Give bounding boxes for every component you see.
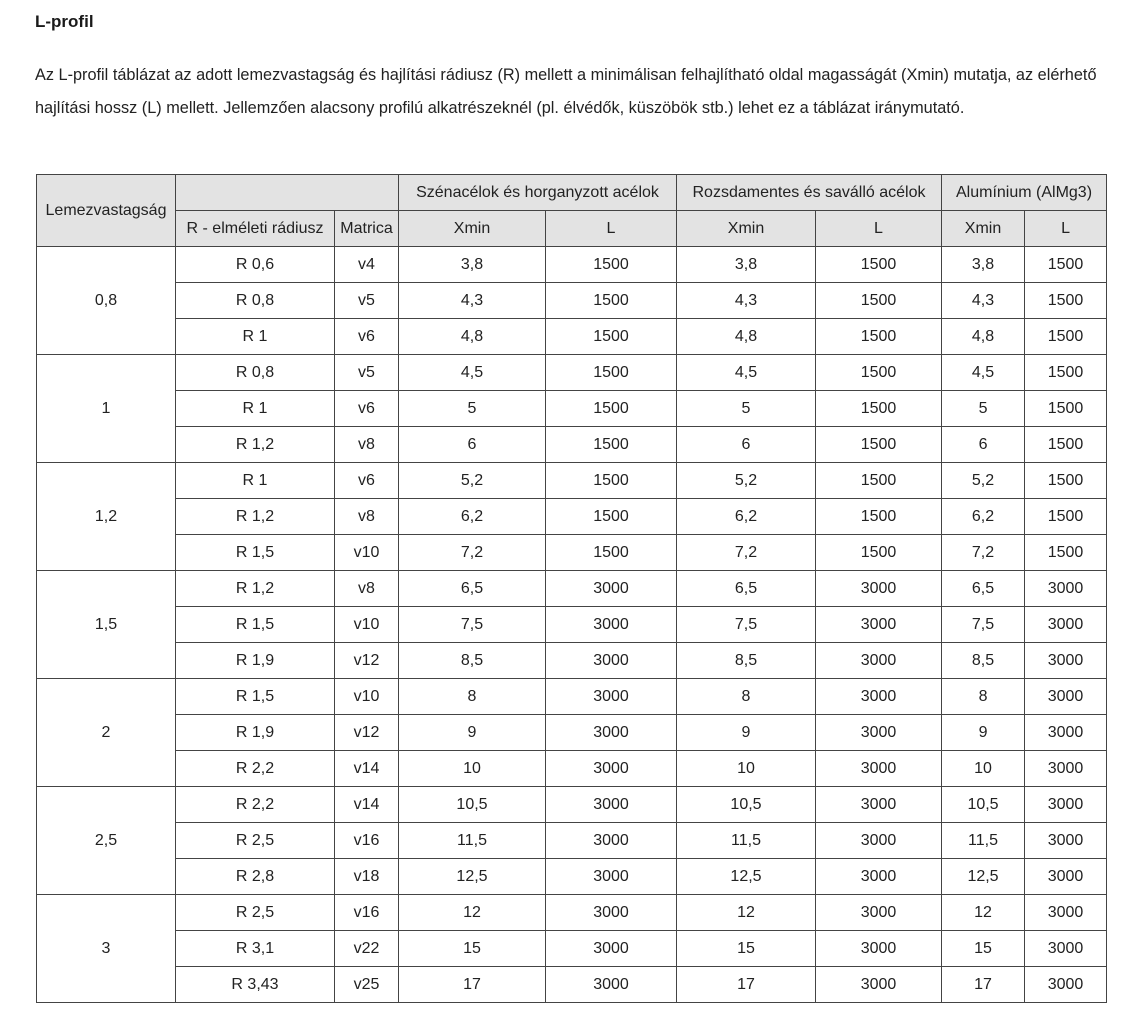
- stainless-xmin-cell: 12,5: [677, 859, 816, 895]
- carbon-xmin-cell: 15: [399, 931, 546, 967]
- aluminium-xmin-cell: 8: [942, 679, 1025, 715]
- radius-cell: R 1,5: [176, 607, 335, 643]
- aluminium-l-cell: 3000: [1025, 823, 1107, 859]
- aluminium-xmin-cell: 9: [942, 715, 1025, 751]
- carbon-xmin-cell: 10,5: [399, 787, 546, 823]
- die-cell: v8: [335, 427, 399, 463]
- header-thickness: Lemezvastagság: [37, 175, 176, 247]
- aluminium-xmin-cell: 12: [942, 895, 1025, 931]
- stainless-l-cell: 3000: [816, 967, 942, 1003]
- radius-cell: R 1,9: [176, 715, 335, 751]
- aluminium-l-cell: 3000: [1025, 895, 1107, 931]
- carbon-l-cell: 3000: [546, 571, 677, 607]
- radius-cell: R 2,2: [176, 787, 335, 823]
- carbon-xmin-cell: 7,2: [399, 535, 546, 571]
- table-header: [37, 175, 1107, 247]
- aluminium-xmin-cell: 6,2: [942, 499, 1025, 535]
- stainless-xmin-cell: 7,2: [677, 535, 816, 571]
- carbon-xmin-cell: 6: [399, 427, 546, 463]
- radius-cell: R 2,2: [176, 751, 335, 787]
- aluminium-l-cell: 3000: [1025, 715, 1107, 751]
- carbon-l-cell: 1500: [546, 427, 677, 463]
- radius-cell: R 1,5: [176, 535, 335, 571]
- header-blank-group: [176, 175, 399, 211]
- die-cell: v4: [335, 247, 399, 283]
- aluminium-xmin-cell: 3,8: [942, 247, 1025, 283]
- die-cell: v10: [335, 535, 399, 571]
- stainless-l-cell: 3000: [816, 751, 942, 787]
- stainless-l-cell: 3000: [816, 859, 942, 895]
- carbon-l-cell: 1500: [546, 535, 677, 571]
- stainless-l-cell: 3000: [816, 895, 942, 931]
- table-row: [37, 823, 1107, 859]
- carbon-xmin-cell: 4,8: [399, 319, 546, 355]
- stainless-l-cell: 3000: [816, 931, 942, 967]
- table-row: [37, 463, 1107, 499]
- radius-cell: R 3,43: [176, 967, 335, 1003]
- carbon-xmin-cell: 11,5: [399, 823, 546, 859]
- thickness-cell: 2,5: [37, 787, 176, 895]
- header-row-groups: [37, 175, 1107, 211]
- carbon-xmin-cell: 4,3: [399, 283, 546, 319]
- stainless-l-cell: 1500: [816, 283, 942, 319]
- aluminium-l-cell: 1500: [1025, 463, 1107, 499]
- aluminium-l-cell: 1500: [1025, 355, 1107, 391]
- stainless-l-cell: 3000: [816, 643, 942, 679]
- stainless-xmin-cell: 6: [677, 427, 816, 463]
- carbon-l-cell: 3000: [546, 715, 677, 751]
- table-row: [37, 967, 1107, 1003]
- header-aluminium: Alumínium (AlMg3): [942, 175, 1107, 211]
- stainless-l-cell: 1500: [816, 355, 942, 391]
- die-cell: v6: [335, 463, 399, 499]
- radius-cell: R 1,2: [176, 571, 335, 607]
- table-row: [37, 715, 1107, 751]
- die-cell: v16: [335, 895, 399, 931]
- carbon-xmin-cell: 9: [399, 715, 546, 751]
- aluminium-l-cell: 3000: [1025, 607, 1107, 643]
- table-row: [37, 355, 1107, 391]
- stainless-xmin-cell: 5: [677, 391, 816, 427]
- intro-paragraph: Az L-profil táblázat az adott lemezvastagság és hajlítási rádiusz (R) mellett a minimálisan felhajlítható oldal magasságát (Xmin) mutatja, az elérhető hajlítási hossz (L) mellett. Jellemzően alacsony profilú alkatrészeknél (pl. élvédők, küszöbök stb.) lehet ez a táblázat iránymutató.: [35, 66, 1097, 117]
- table-row: [37, 499, 1107, 535]
- carbon-xmin-cell: 7,5: [399, 607, 546, 643]
- table-row: [37, 787, 1107, 823]
- stainless-xmin-cell: 7,5: [677, 607, 816, 643]
- carbon-l-cell: 3000: [546, 751, 677, 787]
- aluminium-l-cell: 3000: [1025, 967, 1107, 1003]
- header-aluminium-l: L: [1025, 211, 1107, 247]
- table-row: [37, 535, 1107, 571]
- die-cell: v8: [335, 571, 399, 607]
- carbon-l-cell: 1500: [546, 283, 677, 319]
- carbon-xmin-cell: 8: [399, 679, 546, 715]
- table-row: [37, 679, 1107, 715]
- aluminium-xmin-cell: 8,5: [942, 643, 1025, 679]
- aluminium-xmin-cell: 5,2: [942, 463, 1025, 499]
- aluminium-l-cell: 3000: [1025, 751, 1107, 787]
- die-cell: v8: [335, 499, 399, 535]
- carbon-l-cell: 1500: [546, 319, 677, 355]
- table-row: [37, 643, 1107, 679]
- aluminium-xmin-cell: 12,5: [942, 859, 1025, 895]
- aluminium-xmin-cell: 4,3: [942, 283, 1025, 319]
- stainless-xmin-cell: 5,2: [677, 463, 816, 499]
- die-cell: v5: [335, 355, 399, 391]
- carbon-l-cell: 3000: [546, 895, 677, 931]
- stainless-xmin-cell: 4,5: [677, 355, 816, 391]
- stainless-xmin-cell: 10,5: [677, 787, 816, 823]
- die-cell: v16: [335, 823, 399, 859]
- header-stainless-l: L: [816, 211, 942, 247]
- radius-cell: R 2,5: [176, 895, 335, 931]
- carbon-xmin-cell: 6,2: [399, 499, 546, 535]
- carbon-l-cell: 3000: [546, 787, 677, 823]
- stainless-xmin-cell: 4,8: [677, 319, 816, 355]
- die-cell: v5: [335, 283, 399, 319]
- table-row: [37, 607, 1107, 643]
- header-row-columns: [37, 211, 1107, 247]
- carbon-l-cell: 1500: [546, 499, 677, 535]
- header-carbon-xmin: Xmin: [399, 211, 546, 247]
- aluminium-xmin-cell: 7,5: [942, 607, 1025, 643]
- aluminium-l-cell: 3000: [1025, 787, 1107, 823]
- aluminium-l-cell: 1500: [1025, 427, 1107, 463]
- stainless-l-cell: 3000: [816, 715, 942, 751]
- radius-cell: R 1: [176, 463, 335, 499]
- aluminium-l-cell: 3000: [1025, 931, 1107, 967]
- header-carbon-l: L: [546, 211, 677, 247]
- stainless-xmin-cell: 10: [677, 751, 816, 787]
- table-row: [37, 751, 1107, 787]
- aluminium-xmin-cell: 10: [942, 751, 1025, 787]
- thickness-cell: 3: [37, 895, 176, 1003]
- radius-cell: R 2,5: [176, 823, 335, 859]
- table-row: [37, 859, 1107, 895]
- carbon-l-cell: 3000: [546, 679, 677, 715]
- radius-cell: R 3,1: [176, 931, 335, 967]
- radius-cell: R 1,5: [176, 679, 335, 715]
- table-body: [37, 247, 1107, 1003]
- carbon-l-cell: 3000: [546, 859, 677, 895]
- aluminium-l-cell: 3000: [1025, 679, 1107, 715]
- radius-cell: R 1,2: [176, 499, 335, 535]
- header-carbon-steel: Szénacélok és horganyzott acélok: [399, 175, 677, 211]
- stainless-l-cell: 1500: [816, 247, 942, 283]
- die-cell: v12: [335, 643, 399, 679]
- carbon-l-cell: 1500: [546, 391, 677, 427]
- aluminium-xmin-cell: 10,5: [942, 787, 1025, 823]
- table-row: [37, 895, 1107, 931]
- carbon-xmin-cell: 3,8: [399, 247, 546, 283]
- header-radius: R - elméleti rádiusz: [176, 211, 335, 247]
- header-die: Matrica: [335, 211, 399, 247]
- die-cell: v25: [335, 967, 399, 1003]
- stainless-l-cell: 1500: [816, 463, 942, 499]
- die-cell: v22: [335, 931, 399, 967]
- carbon-l-cell: 3000: [546, 607, 677, 643]
- aluminium-l-cell: 3000: [1025, 859, 1107, 895]
- table-row: [37, 319, 1107, 355]
- die-cell: v12: [335, 715, 399, 751]
- stainless-l-cell: 1500: [816, 319, 942, 355]
- carbon-xmin-cell: 4,5: [399, 355, 546, 391]
- aluminium-l-cell: 1500: [1025, 535, 1107, 571]
- stainless-xmin-cell: 12: [677, 895, 816, 931]
- radius-cell: R 0,8: [176, 283, 335, 319]
- radius-cell: R 0,6: [176, 247, 335, 283]
- carbon-xmin-cell: 10: [399, 751, 546, 787]
- radius-cell: R 1: [176, 391, 335, 427]
- stainless-l-cell: 1500: [816, 499, 942, 535]
- stainless-l-cell: 1500: [816, 535, 942, 571]
- stainless-l-cell: 3000: [816, 787, 942, 823]
- header-stainless-xmin: Xmin: [677, 211, 816, 247]
- aluminium-l-cell: 1500: [1025, 391, 1107, 427]
- carbon-xmin-cell: 8,5: [399, 643, 546, 679]
- radius-cell: R 1,9: [176, 643, 335, 679]
- aluminium-xmin-cell: 11,5: [942, 823, 1025, 859]
- aluminium-l-cell: 3000: [1025, 643, 1107, 679]
- die-cell: v10: [335, 607, 399, 643]
- aluminium-xmin-cell: 4,8: [942, 319, 1025, 355]
- carbon-l-cell: 3000: [546, 967, 677, 1003]
- stainless-xmin-cell: 17: [677, 967, 816, 1003]
- radius-cell: R 2,8: [176, 859, 335, 895]
- stainless-xmin-cell: 3,8: [677, 247, 816, 283]
- thickness-cell: 1,5: [37, 571, 176, 679]
- thickness-cell: 0,8: [37, 247, 176, 355]
- stainless-xmin-cell: 6,5: [677, 571, 816, 607]
- header-aluminium-xmin: Xmin: [942, 211, 1025, 247]
- stainless-l-cell: 3000: [816, 571, 942, 607]
- stainless-xmin-cell: 4,3: [677, 283, 816, 319]
- carbon-xmin-cell: 12: [399, 895, 546, 931]
- stainless-xmin-cell: 8,5: [677, 643, 816, 679]
- table-row: [37, 391, 1107, 427]
- die-cell: v10: [335, 679, 399, 715]
- page-title: L-profil: [35, 12, 94, 31]
- aluminium-xmin-cell: 15: [942, 931, 1025, 967]
- table-row: [37, 931, 1107, 967]
- stainless-l-cell: 1500: [816, 427, 942, 463]
- aluminium-xmin-cell: 17: [942, 967, 1025, 1003]
- table-row: [37, 571, 1107, 607]
- die-cell: v6: [335, 319, 399, 355]
- die-cell: v6: [335, 391, 399, 427]
- carbon-l-cell: 3000: [546, 643, 677, 679]
- table-row: [37, 427, 1107, 463]
- aluminium-xmin-cell: 6,5: [942, 571, 1025, 607]
- stainless-xmin-cell: 15: [677, 931, 816, 967]
- radius-cell: R 1: [176, 319, 335, 355]
- radius-cell: R 1,2: [176, 427, 335, 463]
- carbon-l-cell: 1500: [546, 247, 677, 283]
- carbon-xmin-cell: 6,5: [399, 571, 546, 607]
- carbon-xmin-cell: 12,5: [399, 859, 546, 895]
- thickness-cell: 2: [37, 679, 176, 787]
- stainless-xmin-cell: 9: [677, 715, 816, 751]
- carbon-l-cell: 3000: [546, 823, 677, 859]
- stainless-l-cell: 1500: [816, 391, 942, 427]
- carbon-l-cell: 1500: [546, 355, 677, 391]
- die-cell: v14: [335, 751, 399, 787]
- stainless-xmin-cell: 11,5: [677, 823, 816, 859]
- table-row: [37, 283, 1107, 319]
- thickness-cell: 1: [37, 355, 176, 463]
- aluminium-l-cell: 1500: [1025, 499, 1107, 535]
- stainless-xmin-cell: 8: [677, 679, 816, 715]
- stainless-l-cell: 3000: [816, 607, 942, 643]
- aluminium-l-cell: 1500: [1025, 247, 1107, 283]
- aluminium-l-cell: 1500: [1025, 283, 1107, 319]
- aluminium-xmin-cell: 7,2: [942, 535, 1025, 571]
- die-cell: v18: [335, 859, 399, 895]
- aluminium-xmin-cell: 4,5: [942, 355, 1025, 391]
- l-profile-table: [36, 174, 1107, 1003]
- carbon-xmin-cell: 5: [399, 391, 546, 427]
- aluminium-xmin-cell: 6: [942, 427, 1025, 463]
- header-stainless-steel: Rozsdamentes és saválló acélok: [677, 175, 942, 211]
- radius-cell: R 0,8: [176, 355, 335, 391]
- carbon-xmin-cell: 17: [399, 967, 546, 1003]
- stainless-xmin-cell: 6,2: [677, 499, 816, 535]
- carbon-xmin-cell: 5,2: [399, 463, 546, 499]
- aluminium-l-cell: 1500: [1025, 319, 1107, 355]
- stainless-l-cell: 3000: [816, 823, 942, 859]
- aluminium-l-cell: 3000: [1025, 571, 1107, 607]
- die-cell: v14: [335, 787, 399, 823]
- carbon-l-cell: 1500: [546, 463, 677, 499]
- thickness-cell: 1,2: [37, 463, 176, 571]
- carbon-l-cell: 3000: [546, 931, 677, 967]
- table-row: [37, 247, 1107, 283]
- stainless-l-cell: 3000: [816, 679, 942, 715]
- aluminium-xmin-cell: 5: [942, 391, 1025, 427]
